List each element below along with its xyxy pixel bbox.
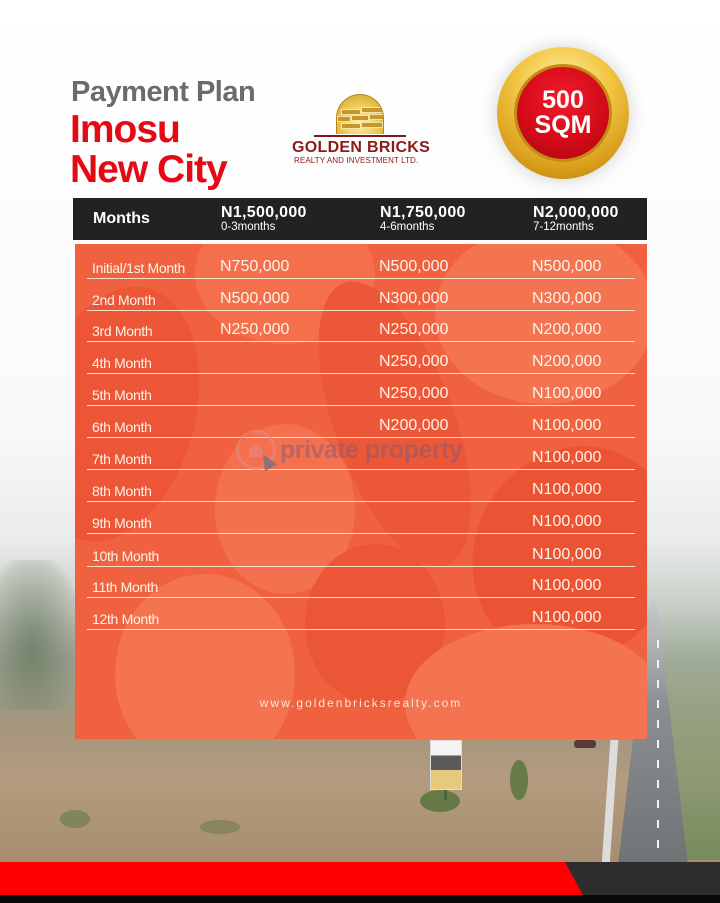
- plan-duration: 7-12months: [533, 221, 594, 233]
- plan-3-amount: N100,000: [532, 609, 602, 626]
- plan-3-amount: N500,000: [532, 258, 602, 275]
- plan-3-amount: N100,000: [532, 417, 602, 434]
- table-row: [87, 508, 635, 534]
- month-label: 9th Month: [92, 515, 152, 531]
- plan-2-amount: N250,000: [379, 385, 449, 402]
- title-line-2: New City: [70, 148, 227, 191]
- table-row: [87, 604, 635, 630]
- payment-table-panel: [75, 244, 647, 739]
- logo-name: GOLDEN BRICKS: [292, 139, 431, 156]
- table-row: [87, 380, 635, 406]
- table-row: [87, 316, 635, 342]
- bush: [200, 820, 240, 834]
- bush: [60, 810, 90, 828]
- plan-header-2: [380, 205, 466, 233]
- website-url: www.goldenbricksrealty.com: [259, 696, 463, 710]
- plan-3-amount: N100,000: [532, 577, 602, 594]
- footer-black-strip: [0, 895, 720, 903]
- month-label: 10th Month: [92, 548, 160, 564]
- footer-red-bar: [0, 862, 590, 896]
- plan-2-amount: N300,000: [379, 290, 449, 307]
- months-column-header: Months: [93, 210, 150, 227]
- plan-1-amount: N750,000: [220, 258, 290, 275]
- plan-duration: 4-6months: [380, 221, 435, 233]
- watermark-text: private property: [280, 435, 463, 464]
- plan-duration: 0-3months: [221, 221, 276, 233]
- month-label: 5th Month: [92, 387, 152, 403]
- plan-2-amount: N200,000: [379, 417, 449, 434]
- plan-3-amount: N300,000: [532, 290, 602, 307]
- month-label: 6th Month: [92, 419, 152, 435]
- table-row: [87, 572, 635, 598]
- badge-size-value: 500: [542, 86, 584, 114]
- plan-2-amount: N250,000: [379, 321, 449, 338]
- plan-2-amount: N250,000: [379, 353, 449, 370]
- plot-size-badge: [497, 47, 629, 179]
- plan-3-amount: N100,000: [532, 546, 602, 563]
- month-label: 3rd Month: [92, 323, 153, 339]
- page-title: [70, 110, 227, 190]
- plan-price: N1,750,000: [380, 204, 466, 221]
- month-label: 11th Month: [92, 579, 159, 595]
- table-row: [87, 285, 635, 311]
- table-row: [87, 348, 635, 374]
- table-row: [87, 541, 635, 567]
- plan-3-amount: N100,000: [532, 449, 602, 466]
- badge-size-unit: SQM: [534, 111, 592, 139]
- plan-3-amount: N200,000: [532, 353, 602, 370]
- bush: [420, 790, 460, 812]
- footer-dark-bar: [565, 862, 720, 896]
- month-label: 7th Month: [92, 451, 152, 467]
- plan-1-amount: N500,000: [220, 290, 290, 307]
- background-trees: [0, 560, 80, 710]
- plan-price: N2,000,000: [533, 204, 619, 221]
- bush: [510, 760, 528, 800]
- table-row: [87, 253, 635, 279]
- table-header: [73, 198, 647, 240]
- logo-tagline: REALTY AND INVESTMENT LTD.: [294, 156, 419, 165]
- month-label: 8th Month: [92, 483, 152, 499]
- month-label: 12th Month: [92, 611, 160, 627]
- plan-price: N1,500,000: [221, 204, 307, 221]
- plan-2-amount: N500,000: [379, 258, 449, 275]
- plan-header-3: [533, 205, 619, 233]
- plan-3-amount: N200,000: [532, 321, 602, 338]
- month-label: 2nd Month: [92, 292, 156, 308]
- month-label: Initial/1st Month: [92, 260, 185, 276]
- logo-divider: [314, 135, 406, 137]
- plan-1-amount: N250,000: [220, 321, 290, 338]
- golden-bricks-logo: [290, 92, 435, 167]
- title-line-1: Imosu: [70, 108, 180, 151]
- plan-header-1: [221, 205, 307, 233]
- plan-3-amount: N100,000: [532, 513, 602, 530]
- plan-3-amount: N100,000: [532, 481, 602, 498]
- month-label: 4th Month: [92, 355, 152, 371]
- billboard-image: [430, 740, 462, 790]
- road-lane-marking: [657, 640, 659, 860]
- badge-inner: [514, 64, 612, 162]
- table-row: [87, 476, 635, 502]
- car-image: [574, 740, 596, 748]
- plan-3-amount: N100,000: [532, 385, 602, 402]
- sun-bricks-icon: [336, 94, 384, 134]
- payment-plan-subtitle: Payment Plan: [71, 76, 256, 108]
